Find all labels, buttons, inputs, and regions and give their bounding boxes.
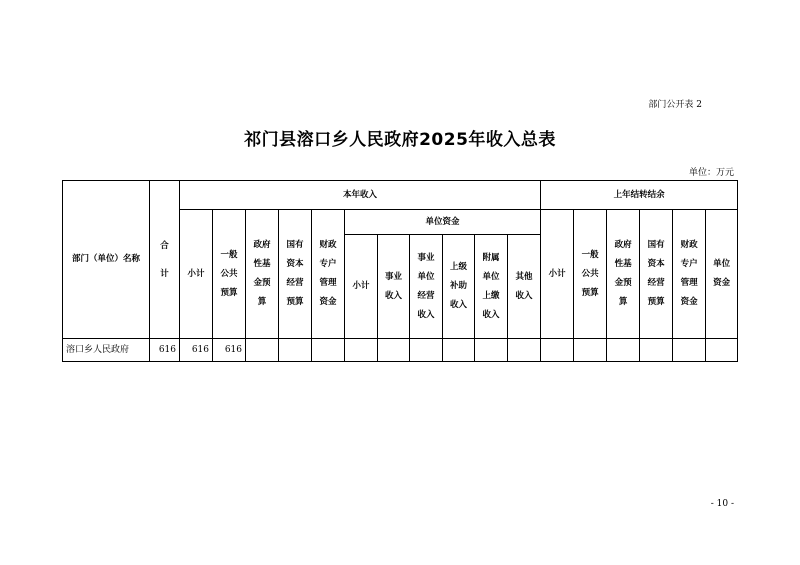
row-name: 溶口乡人民政府: [63, 339, 150, 362]
row-prior-subtotal: [541, 339, 574, 362]
header-prior-general-budget: 一般公共预算: [574, 210, 607, 339]
row-general-budget: 616: [213, 339, 246, 362]
header-other-income: 其他收入: [508, 235, 541, 339]
header-state-capital: 国有资本经营预算: [279, 210, 312, 339]
page-number: - 10 -: [710, 499, 734, 509]
header-subtotal: 小计: [180, 210, 213, 339]
row-prior-state-capital: [640, 339, 673, 362]
row-state-capital: [279, 339, 312, 362]
row-other-income: [508, 339, 541, 362]
header-prior-unit-funds: 单位资金: [706, 210, 738, 339]
header-general-budget: 一般公共预算: [213, 210, 246, 339]
income-summary-table: [62, 180, 738, 362]
row-total: 616: [150, 339, 180, 362]
header-superior-subsidy: 上级补助收入: [443, 235, 475, 339]
row-gov-fund: [246, 339, 279, 362]
header-business-operating: 事业单位经营收入: [410, 235, 443, 339]
header-prior-state-capital: 国有资本经营预算: [640, 210, 673, 339]
header-prior-subtotal: 小计: [541, 210, 574, 339]
header-gov-fund: 政府性基金预算: [246, 210, 279, 339]
row-prior-gov-fund: [607, 339, 640, 362]
row-business-operating: [410, 339, 443, 362]
row-fiscal-special: [312, 339, 345, 362]
unit-label: 单位：万元: [688, 168, 734, 178]
row-unit-subtotal: [345, 339, 378, 362]
header-dept-name: 部门（单位）名称: [63, 181, 150, 339]
table-row: [63, 339, 738, 362]
page-title: 祁门县溶口乡人民政府2025年收入总表: [244, 130, 556, 150]
row-prior-fiscal-special: [673, 339, 706, 362]
header-unit-subtotal: 小计: [345, 235, 378, 339]
header-current-year: 本年收入: [180, 181, 541, 210]
header-fiscal-special: 财政专户管理资金: [312, 210, 345, 339]
header-affiliated-turnover: 附属单位上缴收入: [475, 235, 508, 339]
row-superior-subsidy: [443, 339, 475, 362]
header-total: 合计: [150, 181, 180, 339]
row-affiliated-turnover: [475, 339, 508, 362]
header-prior-fiscal-special: 财政专户管理资金: [673, 210, 706, 339]
row-prior-unit-funds: [706, 339, 738, 362]
form-number: 部门公开表 2: [648, 100, 702, 110]
row-business-income: [378, 339, 410, 362]
header-business-income: 事业收入: [378, 235, 410, 339]
header-prior-gov-fund: 政府性基金预算: [607, 210, 640, 339]
row-subtotal: 616: [180, 339, 213, 362]
header-prior-year: 上年结转结余: [541, 181, 738, 210]
header-unit-funds: 单位资金: [345, 210, 541, 235]
row-prior-general-budget: [574, 339, 607, 362]
